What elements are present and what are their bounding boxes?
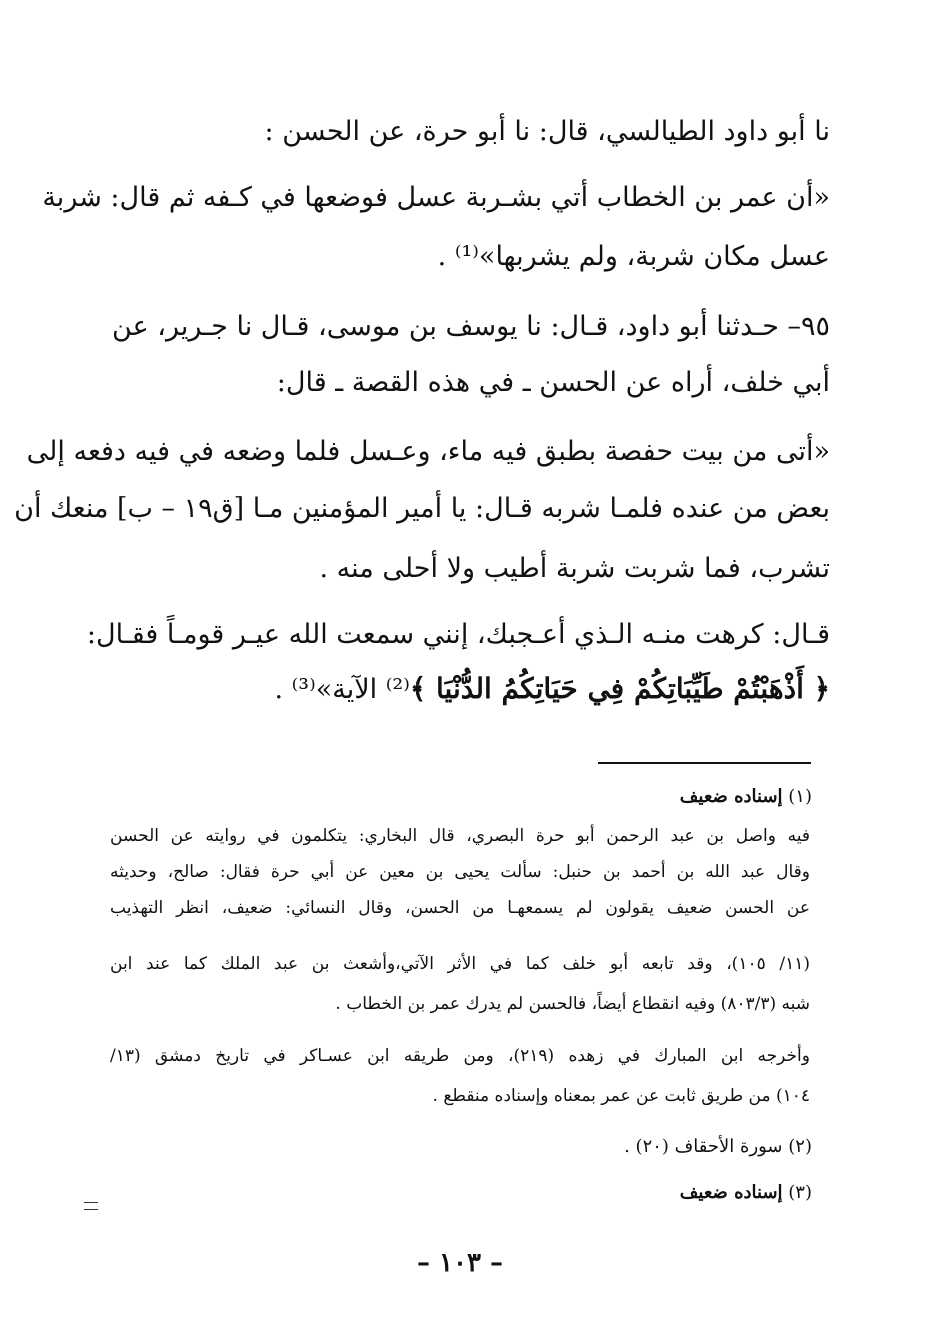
footnote-3-number: (٣): [788, 1182, 812, 1203]
hadith-94-quote-line: عسل مكان شربة، ولم يشربها»⁽¹⁾ .: [437, 241, 830, 272]
footnote-1-line: عن الحسن ضعيف يقولون لم يسمعهـا من الحسن، وقال النسائي: ضعيف، انظر التهذيب: [110, 898, 810, 918]
footnote-1-line: شبه (٨٠٣/٣) وفيه انقطاع أيضاً، فالحسن لم يدرك عمر بن الخطاب .: [335, 994, 810, 1014]
footnote-1-line: (١١/ ١٠٥)، وقد تابعه أبو خلف كما في الأثر الآتي،وأشعث بن عبد الملك كما عند ابن: [110, 954, 810, 974]
hadith-94-quote-line: «أن عمر بن الخطاب أتي بشـربة عسل فوضعها في كـفه ثم قال: شربة: [42, 182, 830, 213]
footnote-2: [624, 1136, 812, 1157]
footnote-3-text: إسناده ضعيف: [679, 1182, 783, 1203]
footnote-2-text: سورة الأحقاف (٢٠) .: [624, 1136, 783, 1157]
hadith-95-quote-line: تشرب، فما شربت شربة أطيب ولا أحلى منه .: [319, 553, 830, 584]
quran-verse-line: [275, 672, 831, 705]
footnote-1-line: فيه واصل بن عبد الرحمن أبو حرة البصري، قال البخاري: يتكلمون في روايته عن الحسن: [110, 826, 810, 846]
footnote-separator: [598, 762, 811, 764]
footnote-1-heading: [680, 786, 812, 807]
margin-mark: [84, 1202, 98, 1210]
quran-verse-tail: ⁽²⁾ الآية»⁽³⁾ .: [274, 674, 410, 705]
footnote-1-extra-line: وأخرجه ابن المبارك في زهده (٢١٩)، ومن طريقه ابن عسـاكر في تاريخ دمشق (١٣/: [110, 1046, 810, 1066]
quran-verse: ﴿ أَذْهَبْتُمْ طَيِّبَاتِكُمْ فِي حَيَاتِكُمُ الدُّنْيَا ﴾: [409, 672, 830, 705]
hadith-95-quote-line: بعض من عنده فلمـا شربه قـال: يا أمير المؤمنين مـا [ق١٩ – ب] منعك أن: [14, 493, 830, 524]
hadith-95-quote-line: «أتى من بيت حفصة بطبق فيه ماء، وعـسل فلما وضعه في فيه دفعه إلى: [26, 436, 830, 467]
hadith-94-isnad-line: نا أبو داود الطيالسي، قال: نا أبو حرة، عن الحسن :: [264, 116, 830, 147]
footnote-1-line: وقال عبد الله بن أحمد بن حنبل: سألت يحيى بن معين عن أبي حرة فقال: صالح، وحديثه: [110, 862, 810, 882]
footnote-3: [680, 1182, 812, 1203]
footnote-1-number: (١): [788, 786, 812, 807]
footnote-1-title: إسناده ضعيف: [679, 786, 783, 807]
hadith-95-said-line: قـال: كرهت منـه الـذي أعـجبك، إنني سمعت الله عيـر قومـاً فقـال:: [86, 619, 830, 650]
footnote-2-number: (٢): [788, 1136, 812, 1157]
hadith-95-isnad-line: أبي خلف، أراه عن الحسن ـ في هذه القصة ـ قال:: [276, 367, 830, 398]
footnote-1-extra-line: ١٠٤) من طريق ثابت عن عمر بمعناه وإسناده منقطع .: [432, 1086, 810, 1106]
page-number: – ١٠٣ –: [416, 1248, 504, 1278]
hadith-95-isnad-line: ٩٥– حـدثنا أبو داود، قـال: نا يوسف بن موسى، قـال نا جـرير، عن: [112, 311, 830, 342]
